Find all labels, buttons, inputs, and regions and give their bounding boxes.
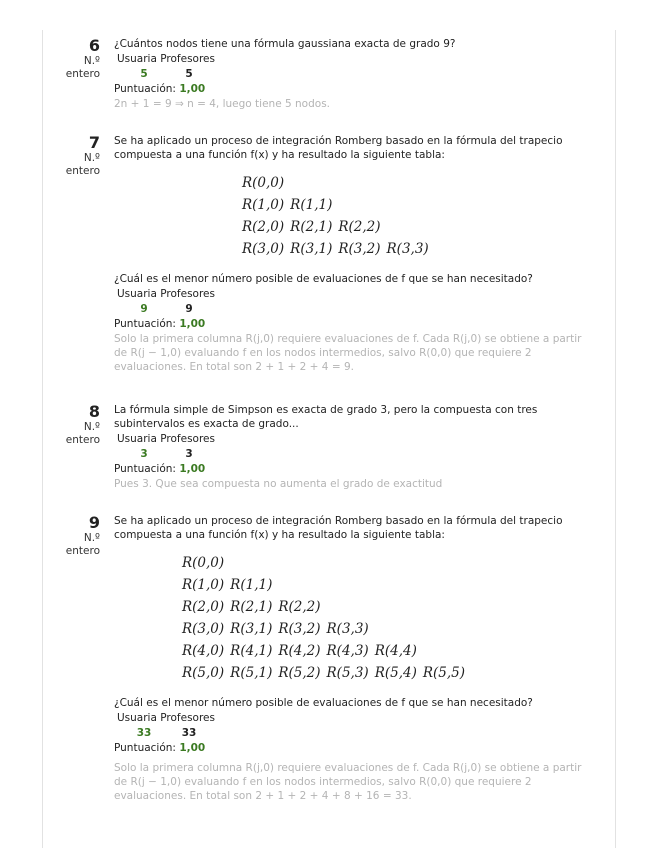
score-value: 1,00 bbox=[179, 83, 206, 95]
score-label: Puntuación: bbox=[114, 742, 176, 754]
question-number-box bbox=[52, 403, 100, 447]
correct-answer: 33 bbox=[181, 727, 197, 739]
romberg-cell: R(3,3) bbox=[386, 241, 429, 257]
question-text: La fórmula simple de Simpson es exacta de grado 3, pero la compuesta con tres subintervalos es exacta de grado... bbox=[114, 404, 538, 430]
romberg-cell: R(5,1) bbox=[230, 665, 273, 681]
romberg-cell: R(0,0) bbox=[182, 555, 225, 571]
response-header: Usuaria Profesores bbox=[117, 712, 215, 724]
score-label: Puntuación: bbox=[114, 83, 176, 95]
score-line bbox=[114, 741, 594, 755]
score-line bbox=[114, 317, 594, 331]
romberg-cell: R(3,2) bbox=[338, 241, 381, 257]
question-type-label: N.º entero bbox=[65, 55, 100, 80]
question-number: 9 bbox=[88, 513, 100, 532]
romberg-row bbox=[182, 662, 471, 684]
feedback-text: Solo la primera columna R(j,0) requiere evaluaciones de f. Cada R(j,0) se obtiene a partir de R(j − 1,0) evaluando f en los nodos intermedios, salvo R(0,0) que requiere 2 evaluaciones. En total son 2 + 1 + 2 + 4 = 9. bbox=[114, 333, 582, 373]
romberg-cell: R(2,1) bbox=[290, 219, 333, 235]
romberg-cell: R(5,5) bbox=[422, 665, 466, 681]
feedback-text: 2n + 1 = 9 ⇒ n = 4, luego tiene 5 nodos. bbox=[114, 98, 330, 110]
romberg-cell: R(2,0) bbox=[182, 599, 225, 615]
score-value: 1,00 bbox=[179, 318, 206, 330]
romberg-cell: R(1,1) bbox=[290, 197, 333, 213]
score-label: Puntuación: bbox=[114, 463, 176, 475]
score-line bbox=[114, 82, 594, 96]
romberg-cell: R(3,0) bbox=[182, 621, 225, 637]
romberg-cell: R(3,0) bbox=[242, 241, 285, 257]
question-prompt: ¿Cuál es el menor número posible de evaluaciones de f que se han necesitado? bbox=[114, 273, 533, 285]
score-label: Puntuación: bbox=[114, 318, 176, 330]
romberg-cell: R(3,2) bbox=[278, 621, 321, 637]
question-number-box bbox=[52, 514, 100, 558]
romberg-cell: R(0,0) bbox=[242, 175, 285, 191]
romberg-cell: R(4,0) bbox=[182, 643, 225, 659]
feedback-text: Solo la primera columna R(j,0) requiere evaluaciones de f. Cada R(j,0) se obtiene a partir de R(j − 1,0) evaluando f en los nodos intermedios, salvo R(0,0) que requiere 2 evaluaciones. En total son 2 + 1 + 2 + 4 + 8 + 16 = 33. bbox=[114, 762, 582, 802]
romberg-table bbox=[182, 552, 471, 684]
question-number: 8 bbox=[88, 402, 100, 421]
romberg-cell: R(4,2) bbox=[278, 643, 321, 659]
response-values bbox=[114, 67, 594, 81]
question-text: Se ha aplicado un proceso de integración Romberg basado en la fórmula del trapecio compuesta a una función f(x) y ha resultado la siguiente tabla: bbox=[114, 515, 563, 541]
romberg-row bbox=[242, 238, 435, 260]
question-text: ¿Cuántos nodos tiene una fórmula gaussiana exacta de grado 9? bbox=[114, 38, 456, 50]
question-type-label: N.º entero bbox=[65, 532, 100, 557]
question-type-label: N.º entero bbox=[65, 152, 100, 177]
response-header: Usuaria Profesores bbox=[117, 288, 215, 300]
question-body bbox=[114, 37, 594, 111]
score-line bbox=[114, 462, 594, 476]
user-answer: 33 bbox=[136, 727, 152, 739]
romberg-row bbox=[182, 574, 471, 596]
romberg-table bbox=[242, 172, 435, 260]
question-number-box bbox=[52, 37, 100, 81]
romberg-cell: R(5,2) bbox=[278, 665, 321, 681]
romberg-row bbox=[182, 552, 471, 574]
user-answer: 3 bbox=[140, 448, 148, 460]
romberg-cell: R(2,0) bbox=[242, 219, 285, 235]
score-value: 1,00 bbox=[179, 742, 206, 754]
correct-answer: 9 bbox=[185, 303, 193, 315]
romberg-cell: R(3,1) bbox=[290, 241, 333, 257]
romberg-row bbox=[242, 194, 435, 216]
romberg-cell: R(5,0) bbox=[182, 665, 225, 681]
question-body bbox=[114, 403, 594, 491]
romberg-cell: R(1,0) bbox=[182, 577, 225, 593]
romberg-cell: R(4,4) bbox=[374, 643, 417, 659]
romberg-cell: R(1,1) bbox=[230, 577, 273, 593]
user-answer: 9 bbox=[140, 303, 148, 315]
response-values bbox=[114, 447, 594, 461]
romberg-cell: R(3,1) bbox=[230, 621, 273, 637]
question-text: Se ha aplicado un proceso de integración Romberg basado en la fórmula del trapecio compuesta a una función f(x) y ha resultado la siguiente tabla: bbox=[114, 135, 563, 161]
feedback-text: Pues 3. Que sea compuesta no aumenta el grado de exactitud bbox=[114, 478, 443, 490]
romberg-row bbox=[242, 172, 435, 194]
response-header: Usuaria Profesores bbox=[117, 433, 215, 445]
romberg-cell: R(2,2) bbox=[338, 219, 381, 235]
romberg-cell: R(1,0) bbox=[242, 197, 285, 213]
response-values bbox=[114, 302, 594, 316]
question-body bbox=[114, 514, 594, 803]
question-type-label: N.º entero bbox=[65, 421, 100, 446]
romberg-cell: R(4,1) bbox=[230, 643, 273, 659]
response-header: Usuaria Profesores bbox=[117, 53, 215, 65]
romberg-cell: R(3,3) bbox=[326, 621, 369, 637]
correct-answer: 5 bbox=[185, 68, 193, 80]
question-prompt: ¿Cuál es el menor número posible de evaluaciones de f que se han necesitado? bbox=[114, 697, 533, 709]
question-number: 6 bbox=[88, 36, 100, 55]
score-value: 1,00 bbox=[179, 463, 206, 475]
romberg-cell: R(2,2) bbox=[278, 599, 321, 615]
romberg-row bbox=[182, 618, 471, 640]
question-number-box bbox=[52, 134, 100, 178]
correct-answer: 3 bbox=[185, 448, 193, 460]
romberg-cell: R(5,3) bbox=[326, 665, 369, 681]
romberg-row bbox=[182, 640, 471, 662]
romberg-row bbox=[182, 596, 471, 618]
romberg-cell: R(4,3) bbox=[326, 643, 369, 659]
romberg-cell: R(5,4) bbox=[374, 665, 417, 681]
romberg-row bbox=[242, 216, 435, 238]
user-answer: 5 bbox=[140, 68, 148, 80]
question-number: 7 bbox=[88, 133, 100, 152]
romberg-cell: R(2,1) bbox=[230, 599, 273, 615]
response-values bbox=[114, 726, 594, 740]
question-body bbox=[114, 134, 594, 374]
